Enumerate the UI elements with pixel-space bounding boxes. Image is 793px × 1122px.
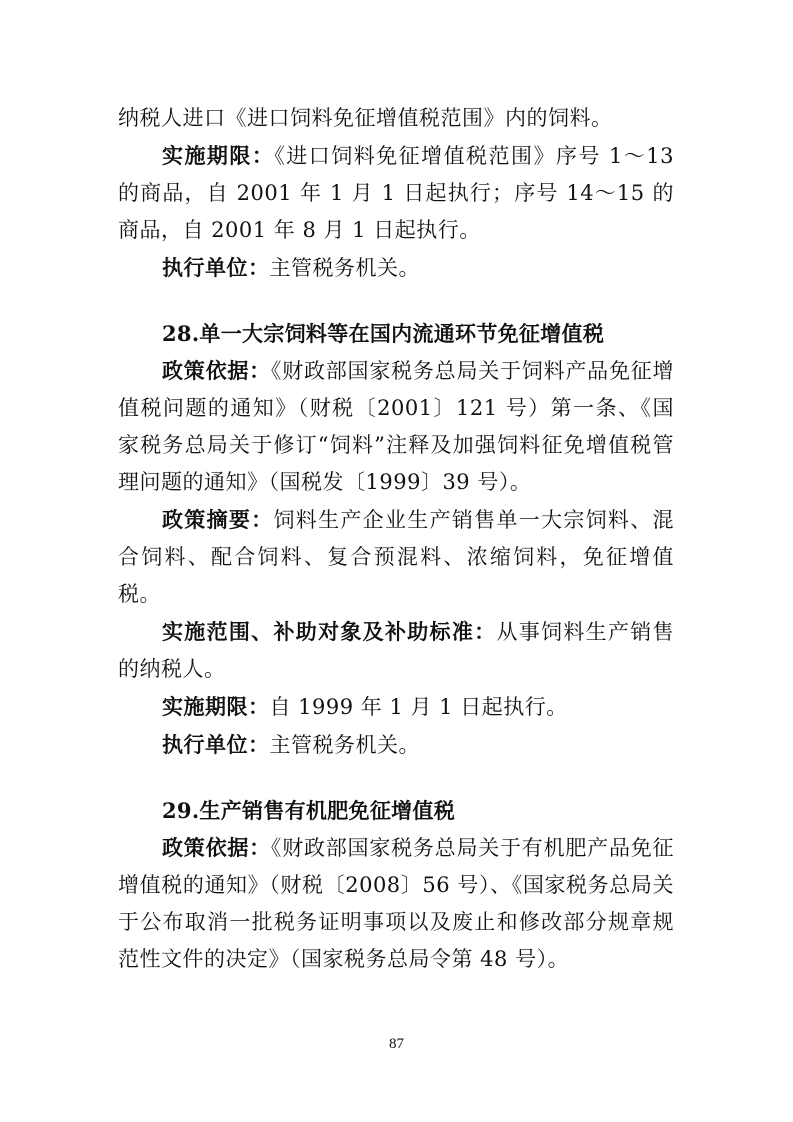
basis-label: 政策依据： [162, 358, 271, 383]
period-text: 《进口饲料免征增值税范围》序号 1～13 的商品，自 2001 年 1 月 1 日起执行；序号 14～15 的商品，自 2001 年 8 月 1 日起执行。 [118, 144, 675, 242]
unit-text: 主管税务机关。 [269, 256, 420, 280]
continuation-unit [118, 249, 674, 287]
section-28-period [118, 688, 674, 726]
period-label: 实施期限： [162, 694, 270, 719]
summary-text: 饲料生产企业生产销售单一大宗饲料、混合饲料、配合饲料、复合预混料、浓缩饲料，免征增值税。 [118, 508, 675, 606]
unit-label: 执行单位： [162, 732, 270, 757]
section-gap [118, 764, 674, 792]
continuation-paragraph [118, 100, 674, 137]
section-29-title: 29.生产销售有机肥免征增值税 [162, 798, 456, 823]
section-28-basis [118, 352, 674, 501]
section-28-unit [118, 726, 674, 764]
period-label: 实施期限： [162, 143, 275, 168]
page-number: 87 [389, 1036, 404, 1052]
basis-text: 《财政部国家税务总局关于饲料产品免征增值税问题的通知》（财税〔2001〕121 号）第一条、《国家税务总局关于修订“饲料”注释及加强饲料征免增值税管理问题的通知》（国税发〔1999〕39 号）。 [118, 359, 675, 494]
unit-text: 主管税务机关。 [269, 733, 420, 757]
section-29-basis [118, 829, 674, 978]
scope-label: 实施范围、补助对象及补助标准： [162, 619, 497, 644]
section-28-title: 28.单一大宗饲料等在国内流通环节免征增值税 [162, 321, 605, 346]
continuation-period [118, 137, 674, 249]
continuation-text: 纳税人进口《进口饲料免征增值税范围》内的饲料。 [118, 106, 613, 130]
section-28-summary [118, 501, 674, 613]
page-content [118, 100, 674, 978]
summary-label: 政策摘要： [162, 507, 274, 532]
unit-label: 执行单位： [162, 255, 270, 280]
basis-text: 《财政部国家税务总局关于有机肥产品免征增值税的通知》（财税〔2008〕56 号）、《国家税务总局关于公布取消一批税务证明事项以及废止和修改部分规章规范性文件的决定》（国家税务总局令第 48 号）。 [118, 836, 675, 971]
period-text: 自 1999 年 1 月 1 日起执行。 [269, 695, 568, 719]
section-28-scope [118, 613, 674, 688]
scope-text: 从事饲料生产销售的纳税人。 [118, 620, 675, 681]
basis-label: 政策依据： [162, 835, 271, 860]
section-gap [118, 287, 674, 315]
